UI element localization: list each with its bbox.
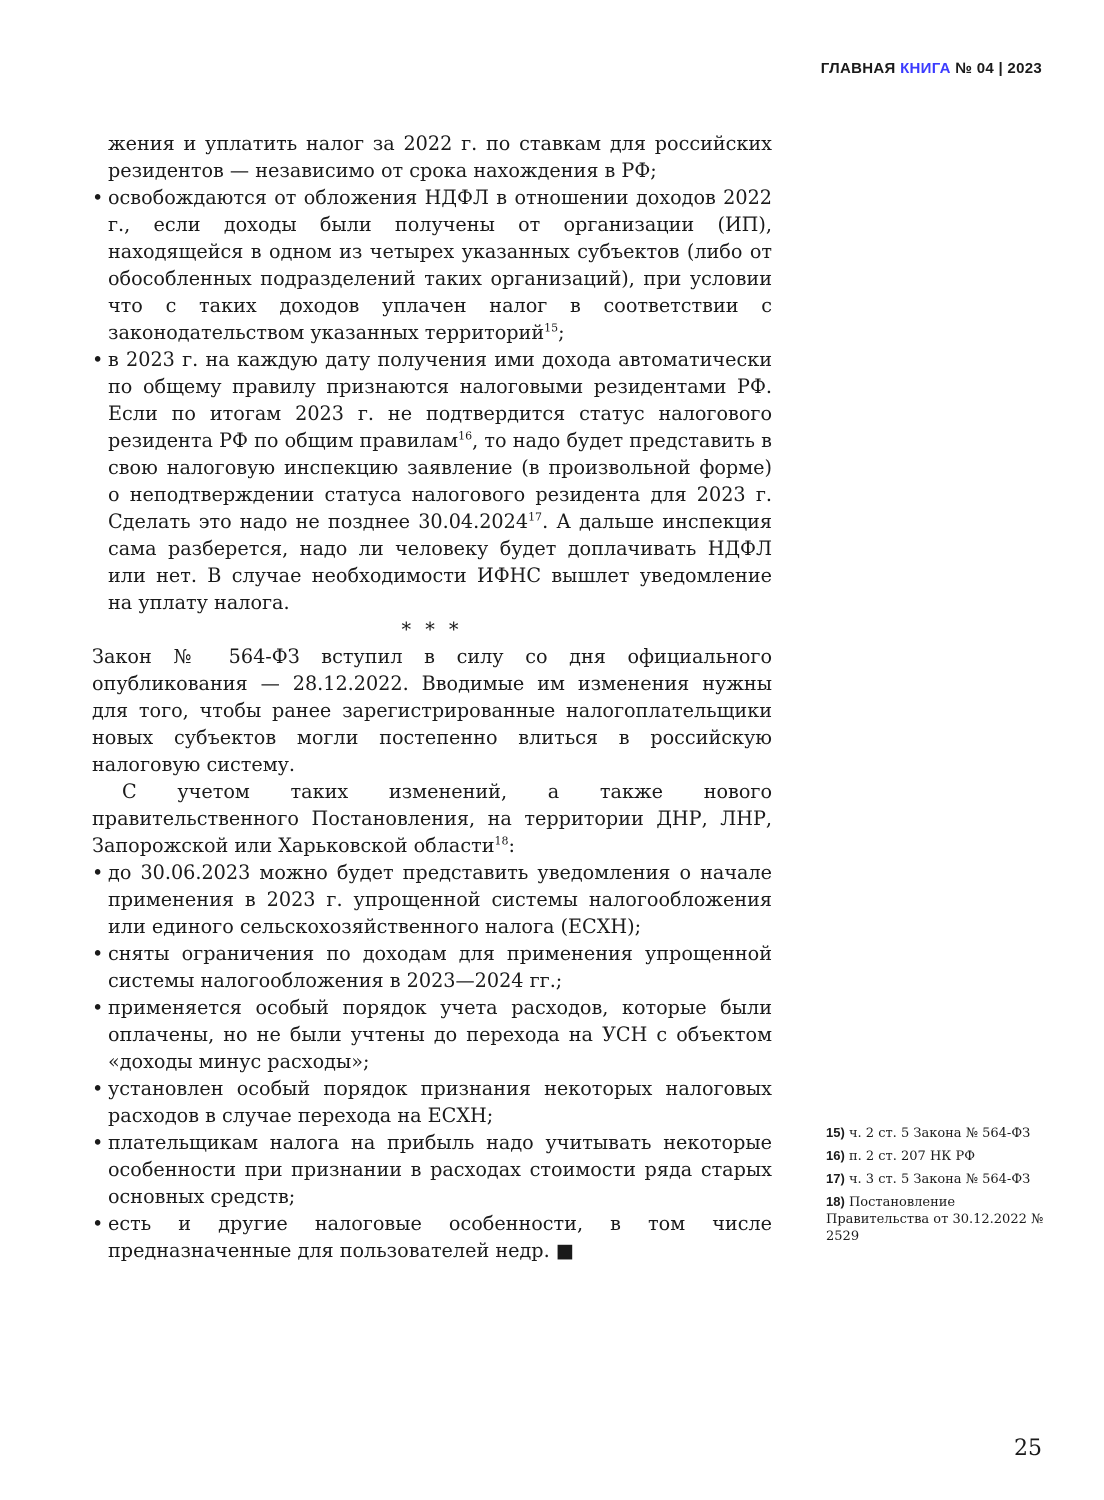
footnotes xyxy=(826,1124,1048,1250)
header-issue-number: № 04 | 2023 xyxy=(955,60,1042,77)
footnote-ref: 15 xyxy=(544,321,559,335)
list-item-text: установлен особый порядок признания некоторых налоговых расходов в случае перехода на ЕСХН; xyxy=(108,1077,772,1127)
continued-bullet-text: жения и уплатить налог за 2022 г. по ставкам для российских резидентов — независимо от срока нахождения в РФ; xyxy=(108,132,772,182)
list-item xyxy=(92,994,772,1075)
bullet-list-2 xyxy=(92,859,772,1264)
list-item-text: , то надо будет представить в свою налоговую инспекцию заявление (в произвольной форме) о неподтверждении статуса налогового резидента для 2023 г. Сделать это надо не позднее 30.04.2024 xyxy=(108,429,772,533)
bullet-marker: • xyxy=(92,996,104,1019)
bullet-marker: • xyxy=(92,348,104,371)
footnote-number: 18) xyxy=(826,1194,845,1209)
footnote-number: 15) xyxy=(826,1125,845,1140)
list-item xyxy=(92,1129,772,1210)
footnote-number: 17) xyxy=(826,1171,845,1186)
footnote xyxy=(826,1193,1048,1245)
bullet-list-1 xyxy=(92,184,772,616)
list-item-text: освобождаются от обложения НДФЛ в отношении доходов 2022 г., если доходы были получены от организации (ИП), находящейся в одном из четырех указанных субъектов (либо от обособленных подразделений таких организаций), при условии что с таких доходов уплачен налог в соответствии с законодательством указанных территорий xyxy=(108,186,772,344)
list-item xyxy=(92,940,772,994)
section-separator: * * * xyxy=(401,618,463,641)
paragraph-text-end: : xyxy=(508,834,515,857)
footnote-text: ч. 2 ст. 5 Закона № 564-ФЗ xyxy=(848,1126,1031,1141)
header-magazine-name: ГЛАВНАЯ xyxy=(820,60,896,77)
list-item-text: . А дальше инспекция сама разберется, надо ли человеку будет доплачивать НДФЛ или нет. В случае необходимости ИФНС вышлет уведомление на уплату налога. xyxy=(108,510,772,614)
list-item xyxy=(92,1075,772,1129)
bullet-marker: • xyxy=(92,942,104,965)
header-magazine-name-accent: КНИГА xyxy=(900,60,951,77)
bullet-marker: • xyxy=(92,1077,104,1100)
bullet-marker: • xyxy=(92,1212,104,1235)
paragraph-text: С учетом таких изменений, а также нового правительственного Постановления, на территории ДНР, ЛНР, Запорожской или Харьковской области xyxy=(92,780,772,857)
article-body xyxy=(92,130,772,1264)
list-item-text: плательщикам налога на прибыль надо учитывать некоторые особенности при признании в расходах стоимости ряда старых основных средств; xyxy=(108,1131,772,1208)
footnote xyxy=(826,1147,1048,1165)
list-item xyxy=(92,859,772,940)
footnote xyxy=(826,1170,1048,1188)
list-item xyxy=(92,346,772,616)
list-item-text: применяется особый порядок учета расходов, которые были оплачены, но не были учтены до перехода на УСН с объектом «доходы минус расходы»; xyxy=(108,996,772,1073)
footnote-ref: 17 xyxy=(528,510,543,524)
footnote-text: Постановление Правительства от 30.12.2022 № 2529 xyxy=(826,1195,1044,1244)
bullet-marker: • xyxy=(92,861,104,884)
end-of-article-mark: ■ xyxy=(555,1239,574,1262)
running-header xyxy=(821,60,1042,77)
page-number: 25 xyxy=(1014,1436,1042,1461)
footnote-ref: 16 xyxy=(458,429,473,443)
paragraph: Закон № 564-ФЗ вступил в силу со дня официального опубликования — 28.12.2022. Вводимые им изменения нужны для того, чтобы ранее зарегистрированные налогоплательщики новых субъектов могли постепенно влиться в российскую налоговую систему. xyxy=(92,645,772,776)
footnote-number: 16) xyxy=(826,1148,845,1163)
list-item xyxy=(92,1210,772,1264)
footnote-text: ч. 3 ст. 5 Закона № 564-ФЗ xyxy=(848,1172,1031,1187)
footnote xyxy=(826,1124,1048,1142)
list-item-text: до 30.06.2023 можно будет представить уведомления о начале применения в 2023 г. упрощенной системы налогообложения или единого сельскохозяйственного налога (ЕСХН); xyxy=(108,861,772,938)
list-item-text-end: ; xyxy=(558,321,565,344)
list-item xyxy=(92,184,772,346)
paragraph xyxy=(92,778,772,859)
list-item-text: в 2023 г. на каждую дату получения ими дохода автоматически по общему правилу признаются налоговыми резидентами РФ. Если по итогам 2023 г. не подтвердится статус налогового резидента РФ по общим правилам xyxy=(108,348,772,452)
footnote-text: п. 2 ст. 207 НК РФ xyxy=(848,1149,976,1164)
list-item-text: есть и другие налоговые особенности, в том числе предназначенные для пользователей недр. xyxy=(108,1212,772,1262)
footnote-ref: 18 xyxy=(494,834,509,848)
bullet-marker: • xyxy=(92,1131,104,1154)
list-item-text: сняты ограничения по доходам для применения упрощенной системы налогообложения в 2023—2024 гг.; xyxy=(108,942,772,992)
bullet-marker: • xyxy=(92,186,104,209)
